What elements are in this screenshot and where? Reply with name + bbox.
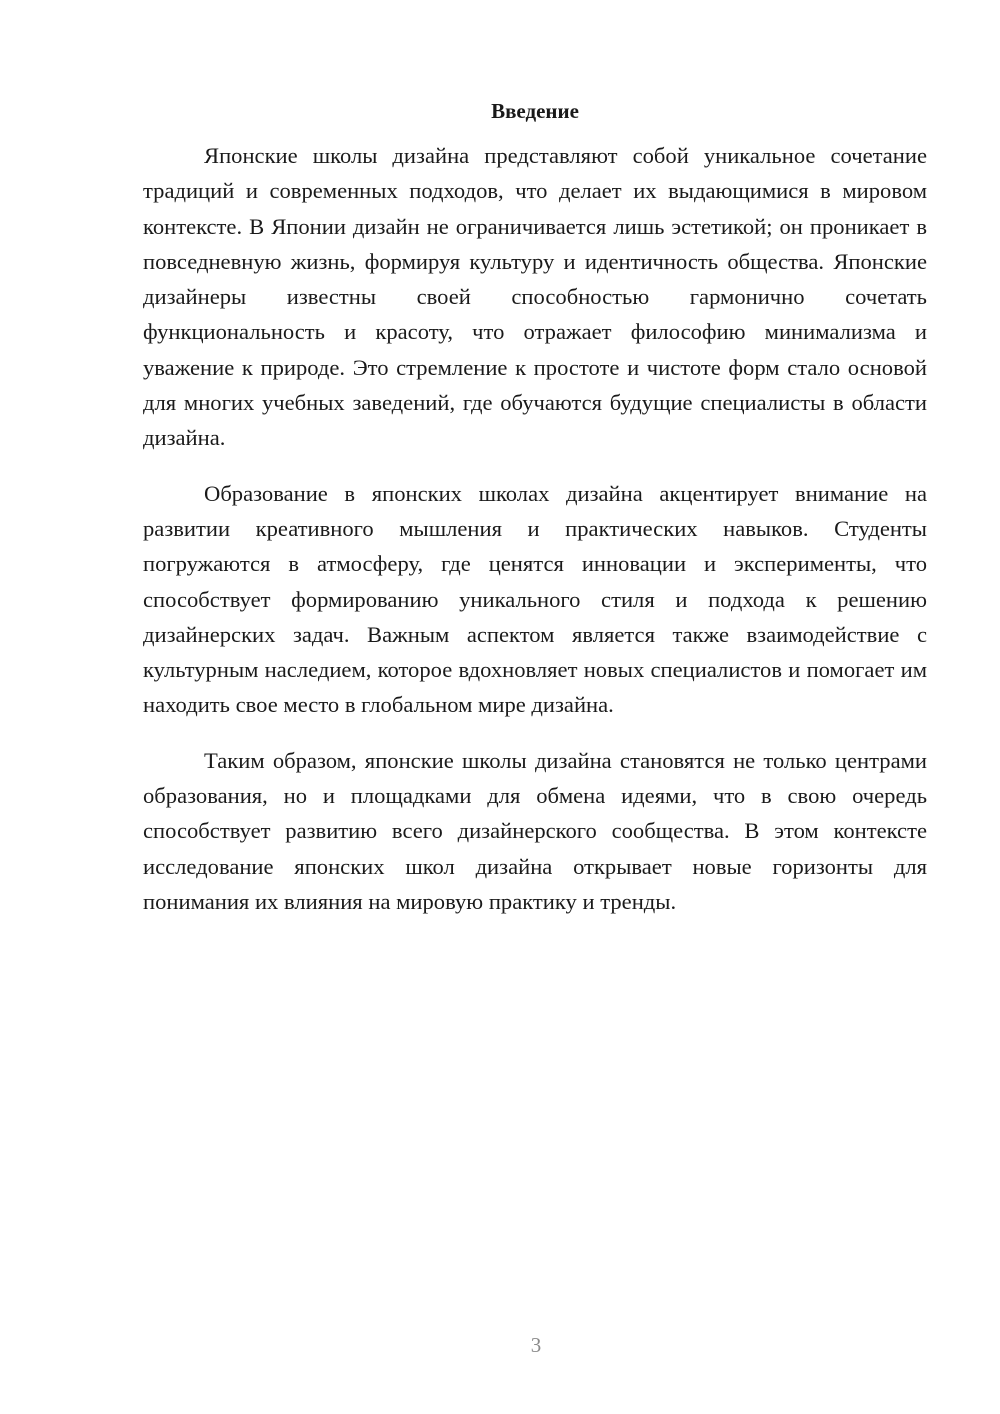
paragraph-3: Таким образом, японские школы дизайна становятся не только центрами образования, но и площадками для обмена идеями, что в свою очередь способствует развитию всего дизайнерского сообщества. В этом контексте исследование японских школ дизайна открывает новые горизонты для понимания их влияния на мировую практику и тренды. <box>143 747 927 914</box>
page-content <box>143 96 927 939</box>
paragraph-1: Японские школы дизайна представляют собой уникальное сочетание традиций и современных подходов, что делает их выдающимися в мировом контексте. В Японии дизайн не ограничивается лишь эстетикой; он проникает в повседневную жизнь, формируя культуру и идентичность общества. Японские дизайнеры известны своей способностью гармонично сочетать функциональность и красоту, что отражает философию минимализма и уважение к природе. Это стремление к простоте и чистоте форм стало основой для многих учебных заведений, где обучаются будущие специалисты в области дизайна. <box>143 143 927 451</box>
page-number: 3 <box>530 1333 542 1357</box>
section-heading: Введение <box>491 99 579 123</box>
paragraph-2: Образование в японских школах дизайна акцентирует внимание на развитии креативного мышления и практических навыков. Студенты погружаются в атмосферу, где ценятся инновации и эксперименты, что способствует формированию уникального стиля и подхода к решению дизайнерских задач. Важным аспектом является также взаимодействие с культурным наследием, которое вдохновляет новых специалистов и помогает им находить свое место в глобальном мире дизайна. <box>143 480 927 718</box>
